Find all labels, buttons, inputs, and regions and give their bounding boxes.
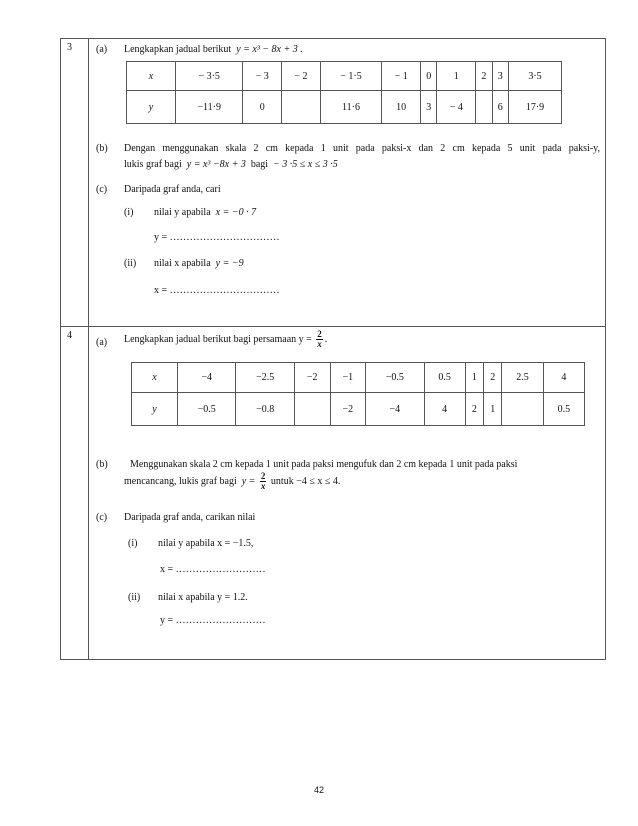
q3-c-ii-answer-line: x = …………………………… bbox=[154, 285, 280, 296]
q4-b-line2 bbox=[124, 472, 340, 491]
q4-y-cell: −0.8 bbox=[236, 393, 294, 426]
q4-a-instruction: Lengkapkan jadual berikut bagi persamaan y = bbox=[124, 333, 312, 345]
q4-y-cell: 1 bbox=[484, 393, 502, 426]
q4-x-cell: 2.5 bbox=[502, 363, 543, 393]
q3-x-cell: 3 bbox=[492, 62, 508, 91]
q4-y-cell bbox=[294, 393, 330, 426]
question-3-number: 3 bbox=[67, 42, 72, 53]
q4-x-cell: 0.5 bbox=[424, 363, 465, 393]
q4-x-cell: 4 bbox=[543, 363, 584, 393]
q4-c-i-text: nilai y apabila x = −1.5, bbox=[158, 538, 254, 549]
q4-a-frac-denominator: x bbox=[317, 339, 322, 349]
q3-b-for-word: bagi bbox=[250, 159, 269, 170]
q3-y-cell: 11·6 bbox=[320, 91, 382, 124]
q4-part-b-label: (b) bbox=[96, 459, 108, 470]
q4-b-range: untuk −4 ≤ x ≤ 4. bbox=[270, 475, 341, 487]
q3-y-cell: −11·9 bbox=[176, 91, 243, 124]
question-frame bbox=[60, 38, 606, 660]
q3-b-draw-text: lukis graf bagi bbox=[124, 159, 182, 170]
q3-b-line2 bbox=[124, 159, 338, 170]
q4-c-i-label: (i) bbox=[128, 538, 138, 549]
q3-x-row bbox=[127, 62, 562, 91]
q3-x-cell: 1 bbox=[437, 62, 476, 91]
q3-c-i-label: (i) bbox=[124, 207, 134, 218]
q3-x-cell: − 1 bbox=[382, 62, 421, 91]
q3-x-cell: − 3·5 bbox=[176, 62, 243, 91]
q3-part-a-text bbox=[124, 44, 303, 55]
q4-b-fraction bbox=[260, 472, 267, 491]
q3-y-cell: 3 bbox=[421, 91, 437, 124]
q3-y-cell bbox=[282, 91, 321, 124]
q4-y-header: y bbox=[132, 393, 178, 426]
q4-c-ii-label: (ii) bbox=[128, 592, 141, 603]
q4-x-cell: −4 bbox=[178, 363, 236, 393]
q3-c-ii-text bbox=[154, 258, 244, 269]
q4-part-a-text bbox=[124, 330, 327, 349]
q3-x-cell: 0 bbox=[421, 62, 437, 91]
q4-a-period: . bbox=[324, 333, 328, 345]
q4-y-cell: 4 bbox=[424, 393, 465, 426]
q3-c-i-condition: x = −0 · 7 bbox=[215, 207, 257, 218]
q3-c-i-text bbox=[154, 207, 256, 218]
q4-part-a-label: (a) bbox=[96, 337, 108, 348]
q3-part-b-label: (b) bbox=[96, 143, 108, 154]
q3-c-i-instruction: nilai y apabila bbox=[154, 207, 211, 218]
q4-x-cell: −0.5 bbox=[366, 363, 424, 393]
q4-y-cell bbox=[502, 393, 543, 426]
q3-y-cell: − 4 bbox=[437, 91, 476, 124]
q3-a-instruction: Lengkapkan jadual berikut bbox=[124, 44, 232, 55]
q4-y-cell: −2 bbox=[330, 393, 366, 426]
q4-part-c-label: (c) bbox=[96, 512, 108, 523]
q4-y-cell: 0.5 bbox=[543, 393, 584, 426]
q4-c-ii-text: nilai x apabila y = 1.2. bbox=[158, 592, 248, 603]
q3-y-cell: 0 bbox=[243, 91, 282, 124]
q3-c-ii-condition: y = −9 bbox=[215, 258, 244, 269]
q3-c-i-answer-line: y = …………………………… bbox=[154, 232, 280, 243]
q3-y-cell: 10 bbox=[382, 91, 421, 124]
q3-c-ii-instruction: nilai x apabila bbox=[154, 258, 211, 269]
q3-part-c-label: (c) bbox=[96, 184, 108, 195]
q4-x-cell: 2 bbox=[484, 363, 502, 393]
q4-c-ii-answer-line: y = ……………………… bbox=[160, 615, 266, 626]
q3-x-cell: − 1·5 bbox=[320, 62, 382, 91]
q4-x-cell: 1 bbox=[465, 363, 483, 393]
q4-x-header: x bbox=[132, 363, 178, 393]
q3-y-cell: 17·9 bbox=[508, 91, 561, 124]
q4-b-draw-text: mencancang, lukis graf bagi bbox=[124, 475, 237, 487]
q4-c-i-answer-line: x = ……………………… bbox=[160, 564, 266, 575]
q3-x-cell: 3·5 bbox=[508, 62, 561, 91]
q3-y-row bbox=[127, 91, 562, 124]
q3-x-header: x bbox=[127, 62, 176, 91]
row-divider bbox=[60, 326, 606, 327]
q3-b-line1: Dengan menggunakan skala 2 cm kepada 1 unit pada paksi-x dan 2 cm kepada 5 unit pada paksi-y, bbox=[124, 143, 600, 154]
q4-y-row bbox=[132, 393, 585, 426]
q4-y-cell: −4 bbox=[366, 393, 424, 426]
q4-y-cell: −0.5 bbox=[178, 393, 236, 426]
q3-y-cell: 6 bbox=[492, 91, 508, 124]
q4-b-frac-numerator: 2 bbox=[260, 471, 266, 481]
page-number: 42 bbox=[313, 785, 324, 795]
question-4-number: 4 bbox=[67, 330, 72, 341]
q3-y-header: y bbox=[127, 91, 176, 124]
q4-x-cell: −1 bbox=[330, 363, 366, 393]
column-divider bbox=[88, 38, 89, 660]
q4-x-row bbox=[132, 363, 585, 393]
q3-a-equation: y = x³ − 8x + 3 . bbox=[236, 44, 303, 55]
q4-value-table bbox=[131, 362, 585, 426]
q4-b-equation: y = bbox=[241, 475, 256, 487]
q4-x-cell: −2 bbox=[294, 363, 330, 393]
q3-x-cell: − 3 bbox=[243, 62, 282, 91]
q3-x-cell: 2 bbox=[476, 62, 492, 91]
q4-b-line1: Menggunakan skala 2 cm kepada 1 unit pada paksi mengufuk dan 2 cm kepada 1 unit pada paksi bbox=[130, 459, 518, 470]
q3-y-cell bbox=[476, 91, 492, 124]
q3-c-text: Daripada graf anda, cari bbox=[124, 184, 221, 195]
q3-b-equation: y = x³ −8x + 3 bbox=[186, 159, 246, 170]
q3-b-range: − 3 ·5 ≤ x ≤ 3 ·5 bbox=[273, 159, 338, 170]
q3-x-cell: − 2 bbox=[282, 62, 321, 91]
q4-a-fraction bbox=[316, 330, 323, 349]
q4-a-frac-numerator: 2 bbox=[317, 329, 322, 339]
q4-c-text: Daripada graf anda, carikan nilai bbox=[124, 512, 256, 523]
q3-value-table bbox=[126, 61, 562, 124]
q3-part-a-label: (a) bbox=[96, 44, 108, 55]
q3-c-ii-label: (ii) bbox=[124, 258, 137, 269]
q4-x-cell: −2.5 bbox=[236, 363, 294, 393]
q4-b-frac-denominator: x bbox=[260, 481, 266, 491]
q4-y-cell: 2 bbox=[465, 393, 483, 426]
